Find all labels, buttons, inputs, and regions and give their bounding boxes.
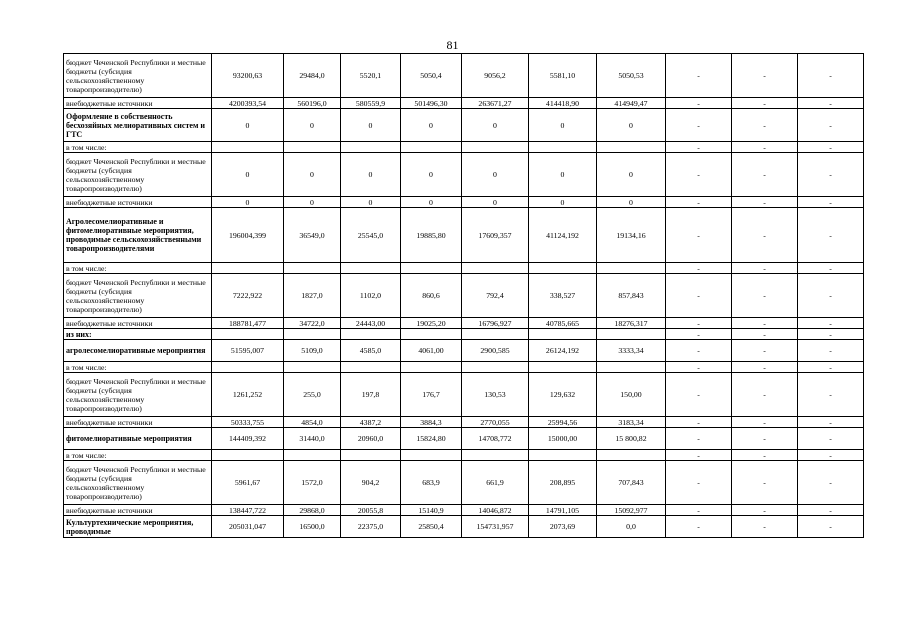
value-cell: 29484,0 bbox=[284, 54, 341, 98]
table-row bbox=[64, 153, 864, 197]
value-cell: 144409,392 bbox=[212, 428, 284, 450]
value-cell bbox=[401, 329, 462, 340]
value-cell bbox=[212, 142, 284, 153]
dash-cell: - bbox=[732, 450, 798, 461]
value-cell: 0 bbox=[462, 197, 529, 208]
row-label: в том числе: bbox=[64, 263, 212, 274]
value-cell bbox=[341, 263, 401, 274]
table-row bbox=[64, 197, 864, 208]
dash-cell: - bbox=[798, 153, 864, 197]
value-cell: 338,527 bbox=[529, 274, 597, 318]
dash-cell: - bbox=[666, 153, 732, 197]
dash-cell: - bbox=[798, 505, 864, 516]
dash-cell: - bbox=[666, 373, 732, 417]
dash-cell: - bbox=[798, 318, 864, 329]
dash-cell: - bbox=[798, 98, 864, 109]
dash-cell: - bbox=[666, 208, 732, 263]
dash-cell: - bbox=[732, 274, 798, 318]
value-cell: 50333,755 bbox=[212, 417, 284, 428]
dash-cell: - bbox=[666, 274, 732, 318]
dash-cell: - bbox=[666, 329, 732, 340]
value-cell bbox=[341, 142, 401, 153]
value-cell: 19885,80 bbox=[401, 208, 462, 263]
value-cell: 25850,4 bbox=[401, 516, 462, 538]
value-cell bbox=[529, 263, 597, 274]
value-cell: 0 bbox=[529, 153, 597, 197]
dash-cell: - bbox=[666, 516, 732, 538]
row-label: бюджет Чеченской Республики и местные бюджеты (субсидия сельскохозяйственному товаропроизводителю) bbox=[64, 274, 212, 318]
value-cell: 17609,357 bbox=[462, 208, 529, 263]
row-label: из них: bbox=[64, 329, 212, 340]
value-cell bbox=[597, 450, 666, 461]
value-cell: 0 bbox=[401, 153, 462, 197]
row-label: в том числе: bbox=[64, 362, 212, 373]
dash-cell: - bbox=[666, 505, 732, 516]
row-label: фитомелиоративные мероприятия bbox=[64, 428, 212, 450]
value-cell: 15140,9 bbox=[401, 505, 462, 516]
value-cell: 414418,90 bbox=[529, 98, 597, 109]
row-label: Агролесомелиоративные и фитомелиоративные мероприятия, проводимые сельскохозяйственными товаропроизводителями bbox=[64, 208, 212, 263]
value-cell: 31440,0 bbox=[284, 428, 341, 450]
value-cell: 14046,872 bbox=[462, 505, 529, 516]
value-cell bbox=[401, 263, 462, 274]
value-cell: 40785,665 bbox=[529, 318, 597, 329]
value-cell: 4200393,54 bbox=[212, 98, 284, 109]
value-cell: 24443,00 bbox=[341, 318, 401, 329]
row-label: Культуртехнические мероприятия, проводимые bbox=[64, 516, 212, 538]
dash-cell: - bbox=[666, 450, 732, 461]
value-cell: 41124,192 bbox=[529, 208, 597, 263]
value-cell: 15092,977 bbox=[597, 505, 666, 516]
value-cell: 580559,9 bbox=[341, 98, 401, 109]
value-cell: 25545,0 bbox=[341, 208, 401, 263]
row-label: бюджет Чеченской Республики и местные бюджеты (субсидия сельскохозяйственному товаропроизводителю) bbox=[64, 461, 212, 505]
value-cell bbox=[212, 329, 284, 340]
value-cell bbox=[462, 142, 529, 153]
table-row bbox=[64, 142, 864, 153]
value-cell bbox=[597, 263, 666, 274]
dash-cell: - bbox=[732, 153, 798, 197]
dash-cell: - bbox=[732, 516, 798, 538]
value-cell: 51595,007 bbox=[212, 340, 284, 362]
row-label: бюджет Чеченской Республики и местные бюджеты (субсидия сельскохозяйственному товаропроизводителю) bbox=[64, 54, 212, 98]
table-row bbox=[64, 318, 864, 329]
value-cell: 4854,0 bbox=[284, 417, 341, 428]
value-cell bbox=[529, 450, 597, 461]
value-cell: 9056,2 bbox=[462, 54, 529, 98]
value-cell: 26124,192 bbox=[529, 340, 597, 362]
row-label: Оформление в собственность бесхозяйных мелиоративных систем и ГТС bbox=[64, 109, 212, 142]
row-label: внебюджетные источники bbox=[64, 505, 212, 516]
table-row bbox=[64, 54, 864, 98]
value-cell: 1572,0 bbox=[284, 461, 341, 505]
value-cell bbox=[212, 450, 284, 461]
value-cell: 5050,4 bbox=[401, 54, 462, 98]
value-cell: 3333,34 bbox=[597, 340, 666, 362]
dash-cell: - bbox=[732, 329, 798, 340]
value-cell: 20960,0 bbox=[341, 428, 401, 450]
dash-cell: - bbox=[666, 109, 732, 142]
value-cell: 14708,772 bbox=[462, 428, 529, 450]
dash-cell: - bbox=[732, 373, 798, 417]
value-cell: 4585,0 bbox=[341, 340, 401, 362]
value-cell: 16500,0 bbox=[284, 516, 341, 538]
dash-cell: - bbox=[732, 340, 798, 362]
dash-cell: - bbox=[732, 109, 798, 142]
value-cell: 19134,16 bbox=[597, 208, 666, 263]
value-cell bbox=[401, 142, 462, 153]
value-cell: 7222,922 bbox=[212, 274, 284, 318]
value-cell: 19025,20 bbox=[401, 318, 462, 329]
value-cell: 0 bbox=[401, 197, 462, 208]
value-cell: 0,0 bbox=[597, 516, 666, 538]
dash-cell: - bbox=[666, 54, 732, 98]
value-cell bbox=[597, 329, 666, 340]
value-cell: 501496,30 bbox=[401, 98, 462, 109]
dash-cell: - bbox=[732, 461, 798, 505]
value-cell bbox=[284, 329, 341, 340]
value-cell: 18276,317 bbox=[597, 318, 666, 329]
value-cell: 0 bbox=[284, 109, 341, 142]
dash-cell: - bbox=[666, 362, 732, 373]
dash-cell: - bbox=[732, 362, 798, 373]
dash-cell: - bbox=[666, 142, 732, 153]
value-cell bbox=[462, 263, 529, 274]
dash-cell: - bbox=[798, 450, 864, 461]
table-row bbox=[64, 109, 864, 142]
table-row bbox=[64, 208, 864, 263]
dash-cell: - bbox=[798, 109, 864, 142]
dash-cell: - bbox=[732, 197, 798, 208]
value-cell: 129,632 bbox=[529, 373, 597, 417]
table-row bbox=[64, 274, 864, 318]
value-cell: 205031,047 bbox=[212, 516, 284, 538]
value-cell: 414949,47 bbox=[597, 98, 666, 109]
dash-cell: - bbox=[666, 197, 732, 208]
value-cell: 3884,3 bbox=[401, 417, 462, 428]
value-cell bbox=[284, 362, 341, 373]
table-row bbox=[64, 98, 864, 109]
value-cell: 904,2 bbox=[341, 461, 401, 505]
value-cell: 22375,0 bbox=[341, 516, 401, 538]
value-cell: 0 bbox=[341, 197, 401, 208]
dash-cell: - bbox=[798, 274, 864, 318]
value-cell bbox=[529, 329, 597, 340]
value-cell: 2900,585 bbox=[462, 340, 529, 362]
dash-cell: - bbox=[666, 428, 732, 450]
funding-table bbox=[63, 53, 864, 538]
value-cell: 15000,00 bbox=[529, 428, 597, 450]
dash-cell: - bbox=[732, 54, 798, 98]
table-row bbox=[64, 373, 864, 417]
value-cell bbox=[462, 329, 529, 340]
value-cell: 0 bbox=[462, 109, 529, 142]
value-cell bbox=[284, 142, 341, 153]
dash-cell: - bbox=[732, 318, 798, 329]
value-cell bbox=[529, 142, 597, 153]
dash-cell: - bbox=[732, 208, 798, 263]
value-cell: 0 bbox=[597, 197, 666, 208]
value-cell: 0 bbox=[401, 109, 462, 142]
table-row bbox=[64, 417, 864, 428]
dash-cell: - bbox=[666, 98, 732, 109]
dash-cell: - bbox=[732, 428, 798, 450]
value-cell: 196004,399 bbox=[212, 208, 284, 263]
dash-cell: - bbox=[798, 142, 864, 153]
value-cell: 5109,0 bbox=[284, 340, 341, 362]
value-cell: 4387,2 bbox=[341, 417, 401, 428]
dash-cell: - bbox=[798, 54, 864, 98]
value-cell bbox=[284, 263, 341, 274]
value-cell: 197,8 bbox=[341, 373, 401, 417]
value-cell: 0 bbox=[212, 197, 284, 208]
value-cell: 138447,722 bbox=[212, 505, 284, 516]
value-cell bbox=[401, 450, 462, 461]
table-row bbox=[64, 516, 864, 538]
dash-cell: - bbox=[666, 263, 732, 274]
value-cell: 1102,0 bbox=[341, 274, 401, 318]
value-cell: 2073,69 bbox=[529, 516, 597, 538]
value-cell: 707,843 bbox=[597, 461, 666, 505]
dash-cell: - bbox=[798, 373, 864, 417]
value-cell bbox=[212, 263, 284, 274]
row-label: внебюджетные источники bbox=[64, 318, 212, 329]
value-cell: 0 bbox=[212, 109, 284, 142]
value-cell: 34722,0 bbox=[284, 318, 341, 329]
value-cell: 860,6 bbox=[401, 274, 462, 318]
value-cell: 130,53 bbox=[462, 373, 529, 417]
value-cell: 0 bbox=[529, 109, 597, 142]
value-cell: 25994,56 bbox=[529, 417, 597, 428]
dash-cell: - bbox=[798, 362, 864, 373]
value-cell: 1261,252 bbox=[212, 373, 284, 417]
value-cell: 188781,477 bbox=[212, 318, 284, 329]
value-cell: 154731,957 bbox=[462, 516, 529, 538]
value-cell bbox=[597, 142, 666, 153]
value-cell: 93200,63 bbox=[212, 54, 284, 98]
value-cell: 4061,00 bbox=[401, 340, 462, 362]
value-cell bbox=[529, 362, 597, 373]
value-cell: 255,0 bbox=[284, 373, 341, 417]
row-label: внебюджетные источники bbox=[64, 98, 212, 109]
dash-cell: - bbox=[798, 340, 864, 362]
dash-cell: - bbox=[798, 516, 864, 538]
value-cell: 0 bbox=[341, 153, 401, 197]
row-label: в том числе: bbox=[64, 142, 212, 153]
table-row bbox=[64, 329, 864, 340]
value-cell bbox=[341, 329, 401, 340]
value-cell: 3183,34 bbox=[597, 417, 666, 428]
value-cell: 29868,0 bbox=[284, 505, 341, 516]
value-cell bbox=[341, 362, 401, 373]
dash-cell: - bbox=[732, 142, 798, 153]
dash-cell: - bbox=[798, 197, 864, 208]
value-cell bbox=[597, 362, 666, 373]
table-row bbox=[64, 263, 864, 274]
dash-cell: - bbox=[732, 417, 798, 428]
table-row bbox=[64, 505, 864, 516]
value-cell: 36549,0 bbox=[284, 208, 341, 263]
table-row bbox=[64, 340, 864, 362]
value-cell bbox=[284, 450, 341, 461]
value-cell: 0 bbox=[462, 153, 529, 197]
dash-cell: - bbox=[798, 208, 864, 263]
dash-cell: - bbox=[798, 428, 864, 450]
value-cell: 15 800,82 bbox=[597, 428, 666, 450]
value-cell: 2770,055 bbox=[462, 417, 529, 428]
value-cell: 5050,53 bbox=[597, 54, 666, 98]
value-cell: 16796,927 bbox=[462, 318, 529, 329]
value-cell bbox=[401, 362, 462, 373]
row-label: внебюджетные источники bbox=[64, 197, 212, 208]
dash-cell: - bbox=[666, 340, 732, 362]
dash-cell: - bbox=[732, 98, 798, 109]
value-cell: 0 bbox=[341, 109, 401, 142]
value-cell: 857,843 bbox=[597, 274, 666, 318]
value-cell bbox=[462, 450, 529, 461]
value-cell: 14791,105 bbox=[529, 505, 597, 516]
value-cell bbox=[341, 450, 401, 461]
dash-cell: - bbox=[798, 329, 864, 340]
page-number: 81 bbox=[446, 38, 459, 52]
table-row bbox=[64, 428, 864, 450]
table-row bbox=[64, 450, 864, 461]
value-cell: 263671,27 bbox=[462, 98, 529, 109]
value-cell: 5961,67 bbox=[212, 461, 284, 505]
value-cell: 5520,1 bbox=[341, 54, 401, 98]
dash-cell: - bbox=[666, 461, 732, 505]
dash-cell: - bbox=[666, 318, 732, 329]
value-cell bbox=[462, 362, 529, 373]
value-cell: 560196,0 bbox=[284, 98, 341, 109]
value-cell: 1827,0 bbox=[284, 274, 341, 318]
value-cell: 176,7 bbox=[401, 373, 462, 417]
value-cell: 0 bbox=[212, 153, 284, 197]
row-label: внебюджетные источники bbox=[64, 417, 212, 428]
value-cell: 792,4 bbox=[462, 274, 529, 318]
dash-cell: - bbox=[798, 461, 864, 505]
dash-cell: - bbox=[666, 417, 732, 428]
row-label: бюджет Чеченской Республики и местные бюджеты (субсидия сельскохозяйственному товаропроизводителю) bbox=[64, 373, 212, 417]
value-cell: 0 bbox=[597, 153, 666, 197]
table-row bbox=[64, 362, 864, 373]
value-cell: 683,9 bbox=[401, 461, 462, 505]
row-label: бюджет Чеченской Республики и местные бюджеты (субсидия сельскохозяйственному товаропроизводителю) bbox=[64, 153, 212, 197]
value-cell: 208,895 bbox=[529, 461, 597, 505]
row-label: в том числе: bbox=[64, 450, 212, 461]
value-cell: 0 bbox=[597, 109, 666, 142]
dash-cell: - bbox=[798, 263, 864, 274]
dash-cell: - bbox=[732, 505, 798, 516]
value-cell: 150,00 bbox=[597, 373, 666, 417]
dash-cell: - bbox=[732, 263, 798, 274]
value-cell: 15824,80 bbox=[401, 428, 462, 450]
value-cell bbox=[212, 362, 284, 373]
value-cell: 5581,10 bbox=[529, 54, 597, 98]
dash-cell: - bbox=[798, 417, 864, 428]
value-cell: 20055,8 bbox=[341, 505, 401, 516]
table-row bbox=[64, 461, 864, 505]
value-cell: 661,9 bbox=[462, 461, 529, 505]
row-label: агролесомелиоративные мероприятия bbox=[64, 340, 212, 362]
value-cell: 0 bbox=[284, 153, 341, 197]
value-cell: 0 bbox=[529, 197, 597, 208]
value-cell: 0 bbox=[284, 197, 341, 208]
